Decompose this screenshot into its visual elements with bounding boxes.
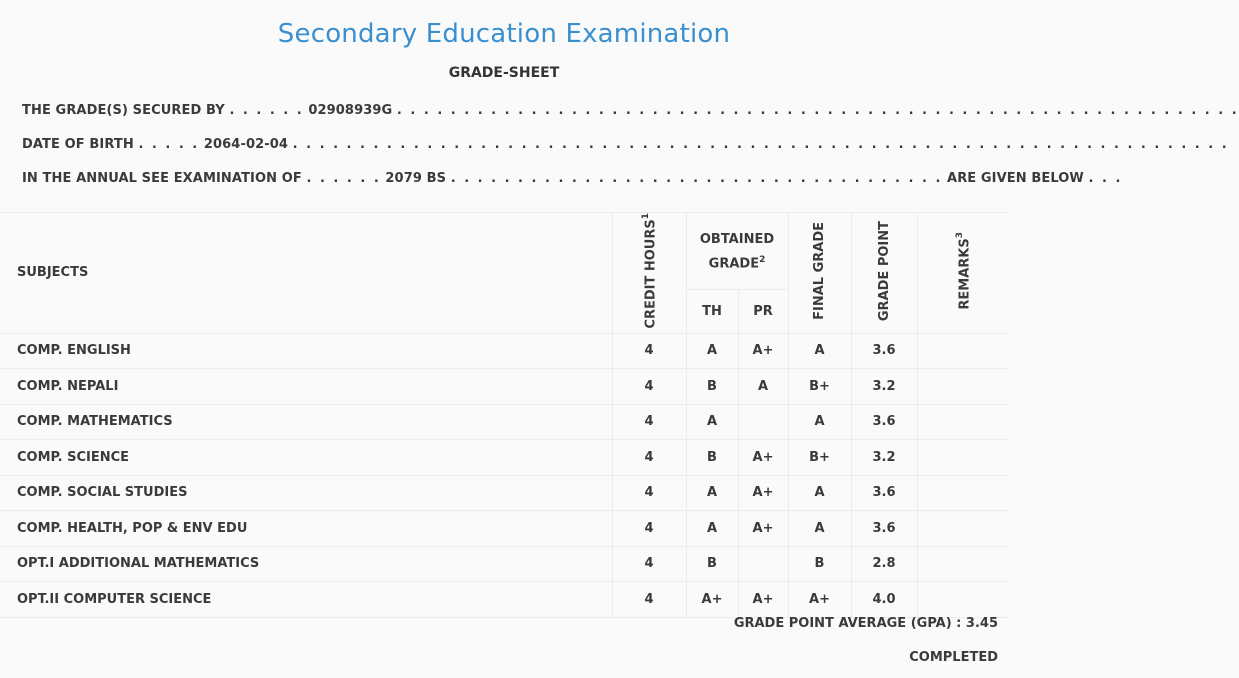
credit-hours-cell: 4 xyxy=(612,511,686,547)
subject-cell: COMP. HEALTH, POP & ENV EDU xyxy=(0,511,612,547)
th-grade-cell: A xyxy=(686,333,738,369)
remarks-cell xyxy=(917,511,1008,547)
dots: . . . . . xyxy=(138,137,200,152)
grade-point-cell: 2.8 xyxy=(851,546,917,582)
exam-year: 2079 BS xyxy=(385,171,447,186)
th-grade-cell: B xyxy=(686,369,738,405)
credit-hours-cell: 4 xyxy=(612,369,686,405)
final-grade-cell: A xyxy=(788,333,851,369)
pr-grade-cell xyxy=(738,404,788,440)
subject-cell: COMP. NEPALI xyxy=(0,369,612,405)
subject-cell: OPT.II COMPUTER SCIENCE xyxy=(0,582,612,618)
grade-point-cell: 3.2 xyxy=(851,369,917,405)
table-row xyxy=(0,369,1008,405)
final-grade-cell: A+ xyxy=(788,582,851,618)
dob-value: 2064-02-04 xyxy=(203,137,289,152)
footnote-marker: 2 xyxy=(759,254,766,265)
subject-cell: COMP. SOCIAL STUDIES xyxy=(0,475,612,511)
completion-status: COMPLETED xyxy=(909,650,998,665)
credit-hours-header-label: CREDIT HOURS xyxy=(643,219,659,329)
exam-label: IN THE ANNUAL SEE EXAMINATION OF xyxy=(22,171,302,186)
pr-grade-cell: A xyxy=(738,369,788,405)
table-row xyxy=(0,511,1008,547)
final-grade-cell: B+ xyxy=(788,369,851,405)
dots: . . . . . . xyxy=(306,171,381,186)
remarks-cell xyxy=(917,475,1008,511)
final-grade-cell: B xyxy=(788,546,851,582)
gpa-value: 3.45 xyxy=(965,616,998,631)
dots: . . . . . . . . . . . . . . . . . . . . . . . . . . . . . . . . . . . . . . . . . . . . . . . . . . . . . . . . . . . . . . . xyxy=(396,103,1239,118)
symbol-number: 02908939G xyxy=(308,103,393,118)
subjects-header xyxy=(0,213,612,334)
subjects-header-label: SUBJECTS xyxy=(17,265,89,281)
grade-point-header-label: GRADE POINT xyxy=(876,220,892,321)
obtained-grade-header xyxy=(686,213,788,290)
dots: . . . xyxy=(1088,171,1123,186)
footnote-marker: 1 xyxy=(641,213,652,220)
subject-cell: COMP. MATHEMATICS xyxy=(0,404,612,440)
remarks-cell xyxy=(917,369,1008,405)
secured-by-label: THE GRADE(S) SECURED BY xyxy=(22,103,225,118)
final-grade-cell: A xyxy=(788,475,851,511)
table-row xyxy=(0,333,1008,369)
remarks-cell xyxy=(917,546,1008,582)
footnote-marker: 3 xyxy=(955,231,966,239)
remarks-header-label: REMARKS xyxy=(957,238,973,310)
examination-line xyxy=(22,171,1122,186)
pr-subheader: PR xyxy=(738,290,788,333)
th-grade-cell: B xyxy=(686,546,738,582)
grade-point-cell: 4.0 xyxy=(851,582,917,618)
th-grade-cell: A+ xyxy=(686,582,738,618)
remarks-cell xyxy=(917,440,1008,476)
credit-hours-cell: 4 xyxy=(612,440,686,476)
credit-hours-cell: 4 xyxy=(612,404,686,440)
obtained-grade-header-label: OBTAINED GRADE xyxy=(699,231,775,271)
table-row xyxy=(0,582,1008,618)
secured-by-line xyxy=(22,103,1239,118)
subject-cell: COMP. SCIENCE xyxy=(0,440,612,476)
gpa-label: GRADE POINT AVERAGE (GPA) : xyxy=(733,616,962,631)
grade-point-cell: 3.6 xyxy=(851,404,917,440)
table-row xyxy=(0,404,1008,440)
pr-grade-cell: A+ xyxy=(738,333,788,369)
given-below-label: ARE GIVEN BELOW xyxy=(947,171,1084,186)
th-grade-cell: A xyxy=(686,511,738,547)
pr-grade-cell: A+ xyxy=(738,475,788,511)
remarks-cell xyxy=(917,333,1008,369)
pr-grade-cell: A+ xyxy=(738,440,788,476)
subject-cell: COMP. ENGLISH xyxy=(0,333,612,369)
grade-point-cell: 3.6 xyxy=(851,511,917,547)
gpa-summary xyxy=(734,616,998,631)
remarks-cell xyxy=(917,582,1008,618)
final-grade-header xyxy=(788,213,851,334)
dob-label: DATE OF BIRTH xyxy=(22,137,134,152)
grade-point-cell: 3.2 xyxy=(851,440,917,476)
th-subheader: TH xyxy=(686,290,738,333)
grade-table xyxy=(0,212,1008,618)
pr-grade-cell: A+ xyxy=(738,511,788,547)
dots: . . . . . . . . . . . . . . . . . . . . . . . . . . . . . . . . . . . . . xyxy=(450,171,943,186)
grade-point-cell: 3.6 xyxy=(851,475,917,511)
table-row xyxy=(0,440,1008,476)
credit-hours-cell: 4 xyxy=(612,333,686,369)
final-grade-cell: A xyxy=(788,511,851,547)
th-grade-cell: B xyxy=(686,440,738,476)
remarks-cell xyxy=(917,404,1008,440)
pr-grade-cell xyxy=(738,546,788,582)
grade-sheet-heading: GRADE-SHEET xyxy=(448,65,560,81)
remarks-header xyxy=(917,213,1008,334)
pr-grade-cell: A+ xyxy=(738,582,788,618)
credit-hours-header xyxy=(612,213,686,334)
th-grade-cell: A xyxy=(686,404,738,440)
credit-hours-cell: 4 xyxy=(612,546,686,582)
dots: . . . . . . xyxy=(229,103,304,118)
final-grade-cell: B+ xyxy=(788,440,851,476)
subject-cell: OPT.I ADDITIONAL MATHEMATICS xyxy=(0,546,612,582)
grade-point-header xyxy=(851,213,917,334)
table-row xyxy=(0,546,1008,582)
final-grade-cell: A xyxy=(788,404,851,440)
table-row xyxy=(0,475,1008,511)
th-grade-cell: A xyxy=(686,475,738,511)
grade-point-cell: 3.6 xyxy=(851,333,917,369)
dots: . . . . . . . . . . . . . . . . . . . . . . . . . . . . . . . . . . . . . . . . . . . . . . . . . . . . . . . . . . . . . . . . . . . . . . xyxy=(292,137,1229,152)
credit-hours-cell: 4 xyxy=(612,582,686,618)
final-grade-header-label: FINAL GRADE xyxy=(812,221,827,320)
credit-hours-cell: 4 xyxy=(612,475,686,511)
page-title: Secondary Education Examination xyxy=(277,19,731,49)
date-of-birth-line xyxy=(22,137,1229,152)
